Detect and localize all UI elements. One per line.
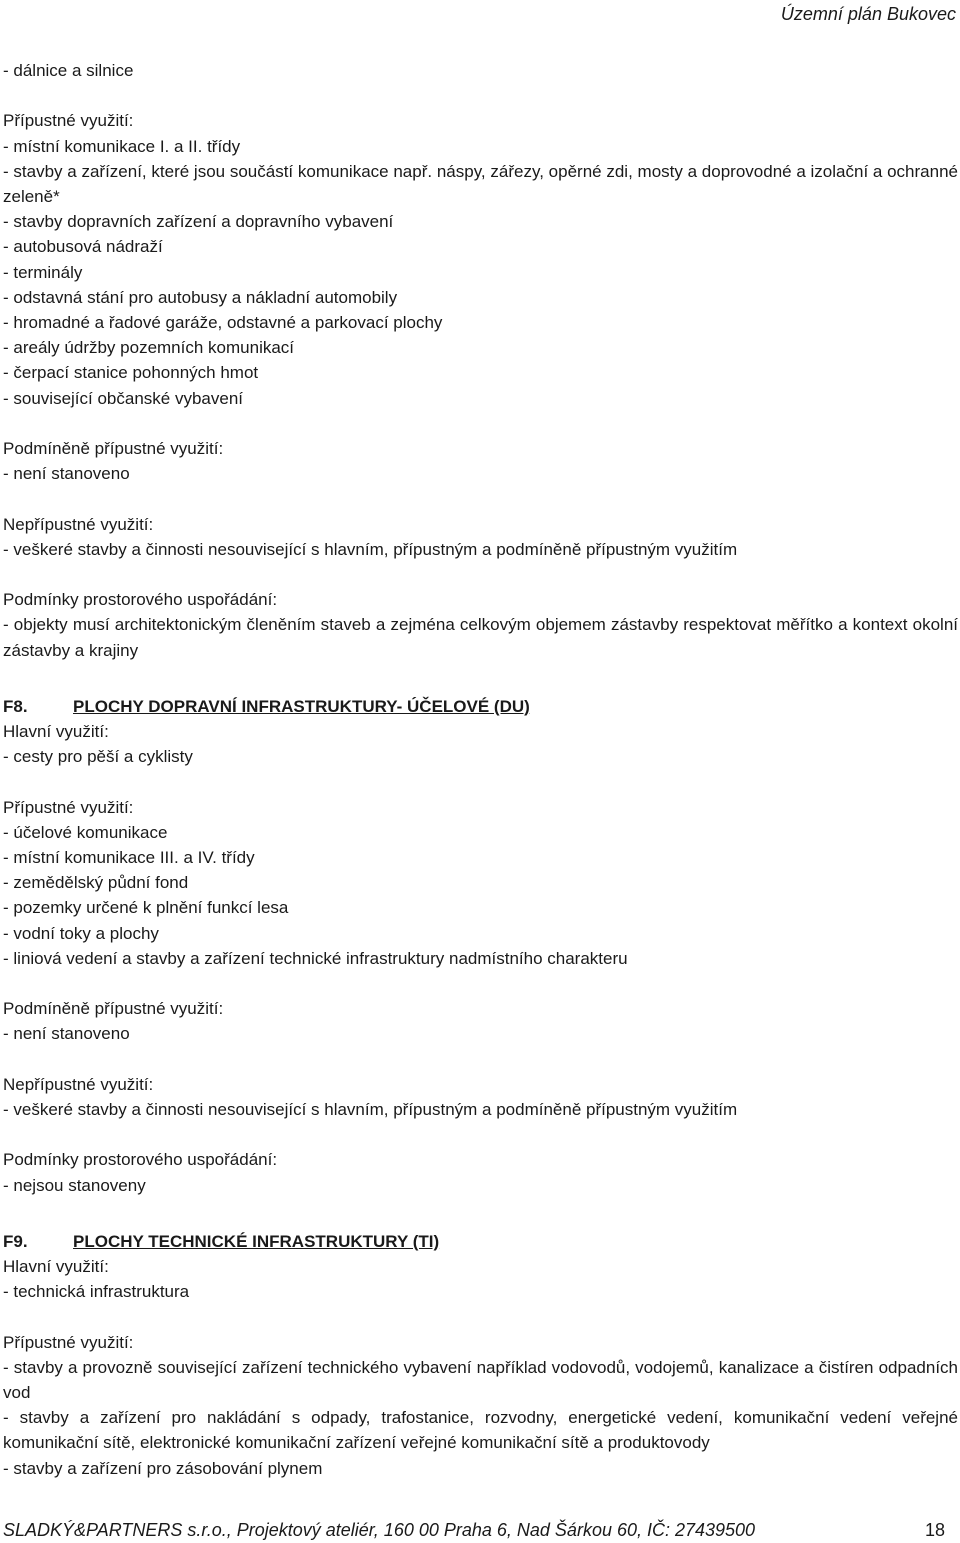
list-item: - stavby dopravních zařízení a dopravního vybavení	[3, 212, 394, 232]
list-item: - cesty pro pěší a cyklisty	[3, 747, 193, 767]
list-item: - areály údržby pozemních komunikací	[3, 338, 295, 358]
list-item: - hromadné a řadové garáže, odstavné a parkovací plochy	[3, 313, 443, 333]
spatial-conditions-label: Podmínky prostorového uspořádání:	[3, 1150, 278, 1170]
list-item: - související občanské vybavení	[3, 388, 244, 408]
list-item: - veškeré stavby a činnosti nesouvisející s hlavním, přípustným a podmíněně přípustným využitím	[3, 539, 738, 559]
conditional-use-label: Podmíněně přípustné využití:	[3, 439, 224, 459]
section-title: PLOCHY DOPRAVNÍ INFRASTRUKTURY- ÚČELOVÉ (DU)	[73, 696, 530, 716]
section-heading-f9	[3, 1229, 958, 1254]
list-item: - místní komunikace III. a IV. třídy	[3, 848, 255, 868]
list-item: - není stanoveno	[3, 1024, 130, 1044]
list-item: - odstavná stání pro autobusy a nákladní automobily	[3, 287, 398, 307]
list-item: - stavby a zařízení pro nakládání s odpady, trafostanice, rozvodny, energetické vedení, komunikační vedení veřejné komunikační sítě, elektronické komunikační zařízení veřejné komunikační sítě a produktovody	[3, 1408, 958, 1453]
section-number: F9.	[3, 1231, 28, 1251]
list-item: - není stanoveno	[3, 464, 130, 484]
section-heading-f8	[3, 694, 958, 719]
list-item: - místní komunikace I. a II. třídy	[3, 136, 241, 156]
list-item: - veškeré stavby a činnosti nesouvisející s hlavním, přípustným a podmíněně přípustným využitím	[3, 1100, 738, 1120]
forbidden-use-label: Nepřípustné využití:	[3, 514, 154, 534]
list-item: - čerpací stanice pohonných hmot	[3, 363, 259, 383]
list-item: - dálnice a silnice	[3, 61, 134, 80]
permitted-use-label: Přípustné využití:	[3, 1332, 134, 1352]
list-item: - terminály	[3, 262, 83, 282]
permitted-use-label: Přípustné využití:	[3, 111, 134, 131]
section-title: PLOCHY TECHNICKÉ INFRASTRUKTURY (TI)	[73, 1231, 440, 1251]
list-item: - stavby a zařízení, které jsou součástí komunikace např. náspy, zářezy, opěrné zdi, mosty a doprovodné a izolační a ochranné zeleně*	[3, 161, 958, 206]
forbidden-use-label: Nepřípustné využití:	[3, 1074, 154, 1094]
list-item: - objekty musí architektonickým členěním staveb a zejména celkovým objemem zástavby respektovat měřítko a kontext okolní zástavby a krajiny	[3, 615, 958, 660]
conditional-use-label: Podmíněně přípustné využití:	[3, 999, 224, 1019]
list-item: - liniová vedení a stavby a zařízení technické infrastruktury nadmístního charakteru	[3, 948, 628, 968]
page-footer	[3, 1520, 943, 1541]
list-item: - autobusová nádraží	[3, 237, 163, 257]
main-use-label: Hlavní využití:	[3, 1257, 109, 1277]
list-item: - vodní toky a plochy	[3, 923, 159, 943]
list-item: - zemědělský půdní fond	[3, 873, 189, 893]
page-number: 18	[924, 1520, 945, 1540]
section-number: F8.	[3, 696, 28, 716]
list-item: - technická infrastruktura	[3, 1282, 190, 1302]
list-item: - nejsou stanoveny	[3, 1175, 146, 1195]
main-use-label: Hlavní využití:	[3, 722, 109, 742]
list-item: - účelové komunikace	[3, 822, 168, 842]
permitted-use-label: Přípustné využití:	[3, 797, 134, 817]
page-header-title: Územní plán Bukovec	[780, 4, 956, 24]
spatial-conditions-label: Podmínky prostorového uspořádání:	[3, 590, 278, 610]
list-item: - stavby a provozně související zařízení technického vybavení například vodovodů, vodojemů, kanalizace a čistíren odpadních vod	[3, 1357, 958, 1403]
document-body	[3, 58, 958, 1481]
list-item: - pozemky určené k plnění funkcí lesa	[3, 898, 289, 918]
footer-company: SLADKÝ&PARTNERS s.r.o., Projektový ateliér, 160 00 Praha 6, Nad Šárkou 60, IČ: 27439500	[3, 1520, 756, 1540]
list-item: - stavby a zařízení pro zásobování plynem	[3, 1458, 323, 1478]
